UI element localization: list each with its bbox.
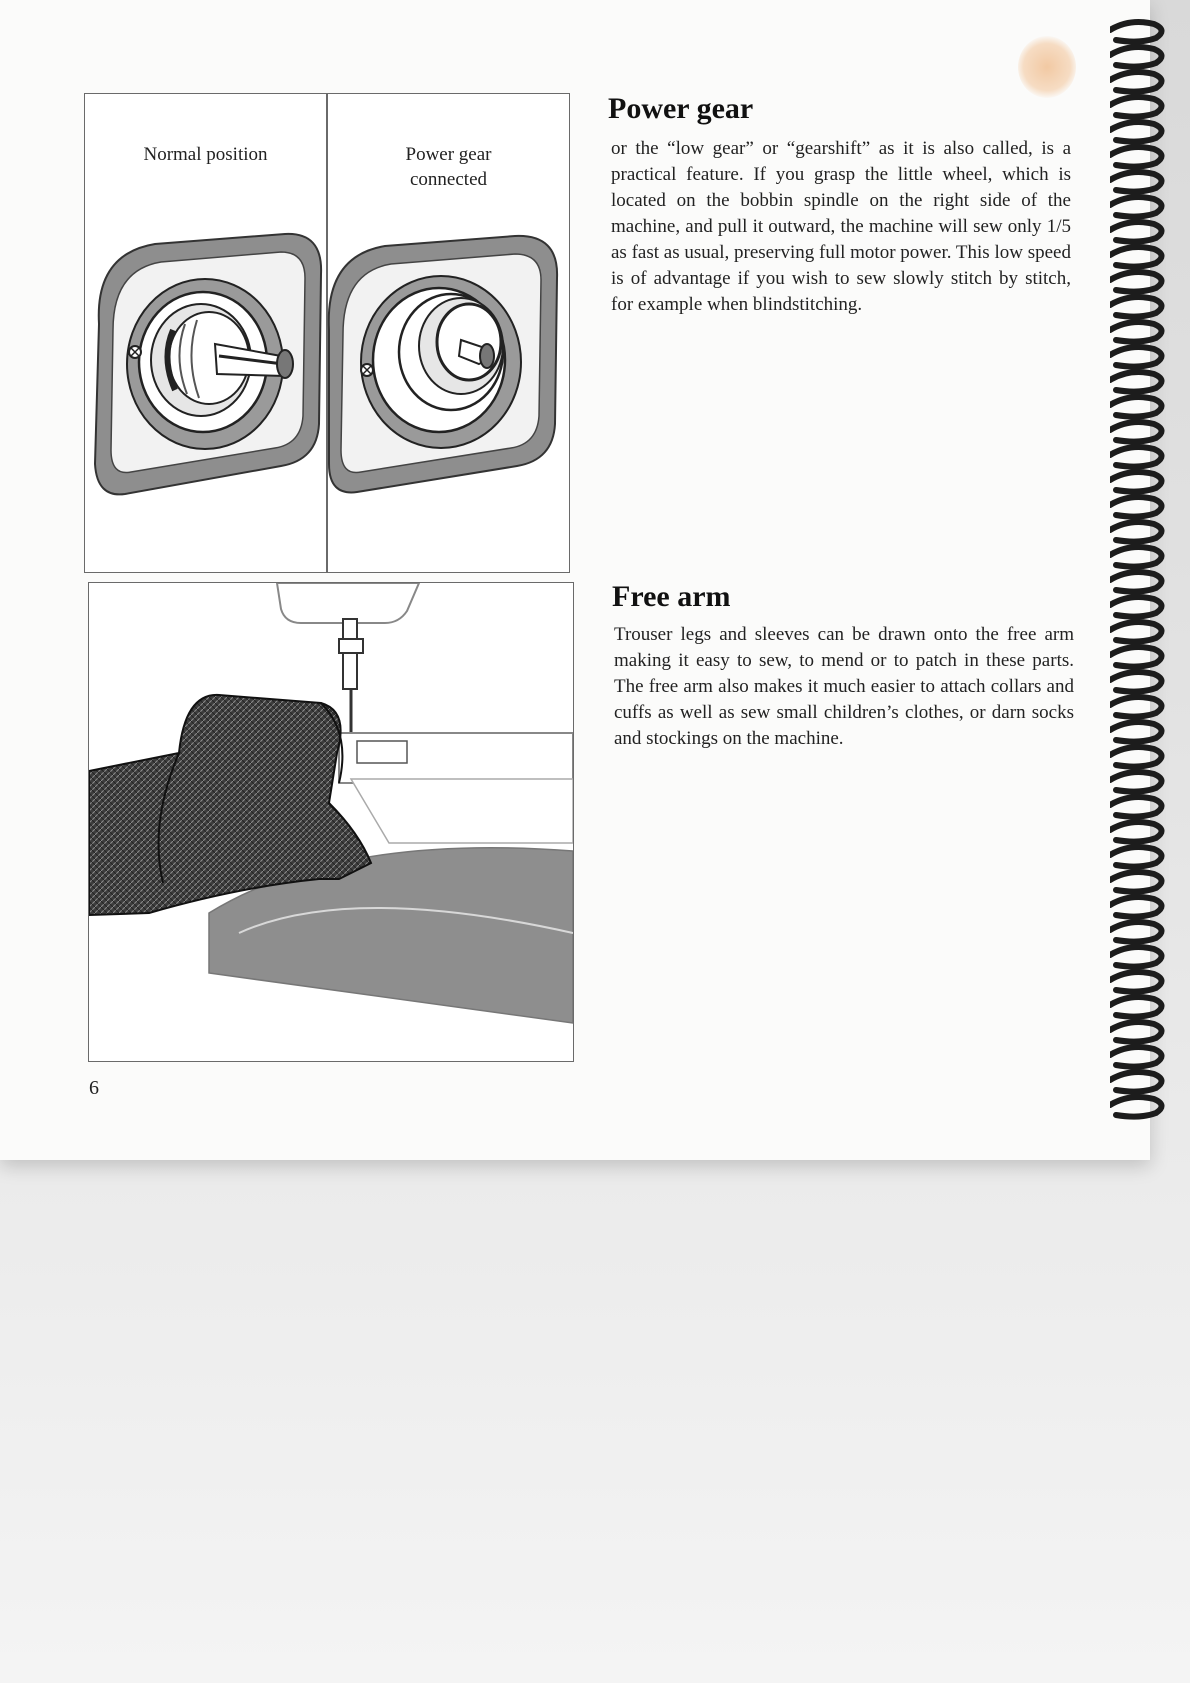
spiral-coil (1110, 447, 1162, 467)
spiral-coil (1110, 572, 1162, 592)
spiral-coil (1110, 347, 1162, 367)
section-body-power-gear: or the “low gear” or “gearshift” as it is also called, is a practical feature. If you grasp the little wheel, which is located on the bobbin spindle on the right side of the machine, and pull it outward, the machine will sew only 1/5 as fast as usual, preserving full motor power. This low speed is of advantage if you wish to sew slowly stitch by stitch, for example when blindstitching. (611, 138, 1071, 315)
power-gear-illustration (84, 93, 570, 573)
spiral-coil (1110, 847, 1162, 867)
spiral-binding (1110, 12, 1170, 1122)
spiral-coil (1110, 472, 1162, 492)
spiral-coil (1110, 122, 1162, 142)
spiral-coil (1110, 197, 1162, 217)
spiral-coil (1110, 522, 1162, 542)
spiral-coil (1110, 22, 1162, 42)
spiral-coil (1110, 972, 1162, 992)
spiral-coil (1110, 172, 1162, 192)
spiral-coil (1110, 272, 1162, 292)
spiral-coil (1110, 397, 1162, 417)
spiral-coil (1110, 147, 1162, 167)
spiral-coil (1110, 247, 1162, 267)
spiral-coil (1110, 947, 1162, 967)
caption-line-2: connected (409, 169, 487, 190)
spiral-coil (1110, 1097, 1162, 1117)
spiral-coil (1110, 547, 1162, 567)
caption-line-1: Power gear (405, 144, 492, 165)
spiral-coil (1110, 97, 1162, 117)
section-title-power-gear: Power gear (608, 92, 754, 125)
paper-stain (1018, 36, 1076, 98)
page-number: 6 (89, 1077, 99, 1099)
normal-position-wheel-drawing (95, 234, 321, 495)
spiral-coil (1110, 372, 1162, 392)
spiral-coil (1110, 622, 1162, 642)
spiral-coil (1110, 897, 1162, 917)
spiral-coil (1110, 1072, 1162, 1092)
spiral-coil (1110, 72, 1162, 92)
spiral-coil (1110, 672, 1162, 692)
spiral-coil (1110, 422, 1162, 442)
spiral-coil (1110, 222, 1162, 242)
spiral-coil (1110, 722, 1162, 742)
section-body-free-arm: Trouser legs and sleeves can be drawn onto the free arm making it easy to sew, to mend or to patch in these parts. The free arm also makes it much easier to attach collars and cuffs as well as sew small children’s clothes, or darn socks and stockings on the machine. (614, 624, 1074, 749)
spiral-coil (1110, 1047, 1162, 1067)
spiral-coil (1110, 47, 1162, 67)
spiral-coil (1110, 772, 1162, 792)
spiral-coil (1110, 647, 1162, 667)
spiral-coil (1110, 872, 1162, 892)
spiral-coil (1110, 997, 1162, 1017)
spiral-coil (1110, 822, 1162, 842)
spiral-coil (1110, 297, 1162, 317)
spiral-coil (1110, 797, 1162, 817)
spiral-coil (1110, 597, 1162, 617)
power-gear-drawing (85, 94, 569, 572)
free-arm-drawing (89, 583, 573, 1061)
caption-normal-position: Normal position (143, 144, 268, 165)
section-title-free-arm: Free arm (612, 580, 731, 613)
free-arm-illustration (88, 582, 574, 1062)
spiral-coil (1110, 1022, 1162, 1042)
spiral-coil (1110, 497, 1162, 517)
spiral-coil (1110, 747, 1162, 767)
spiral-coil (1110, 922, 1162, 942)
power-gear-connected-wheel-drawing (329, 236, 557, 493)
spiral-coil (1110, 322, 1162, 342)
spiral-coil (1110, 697, 1162, 717)
